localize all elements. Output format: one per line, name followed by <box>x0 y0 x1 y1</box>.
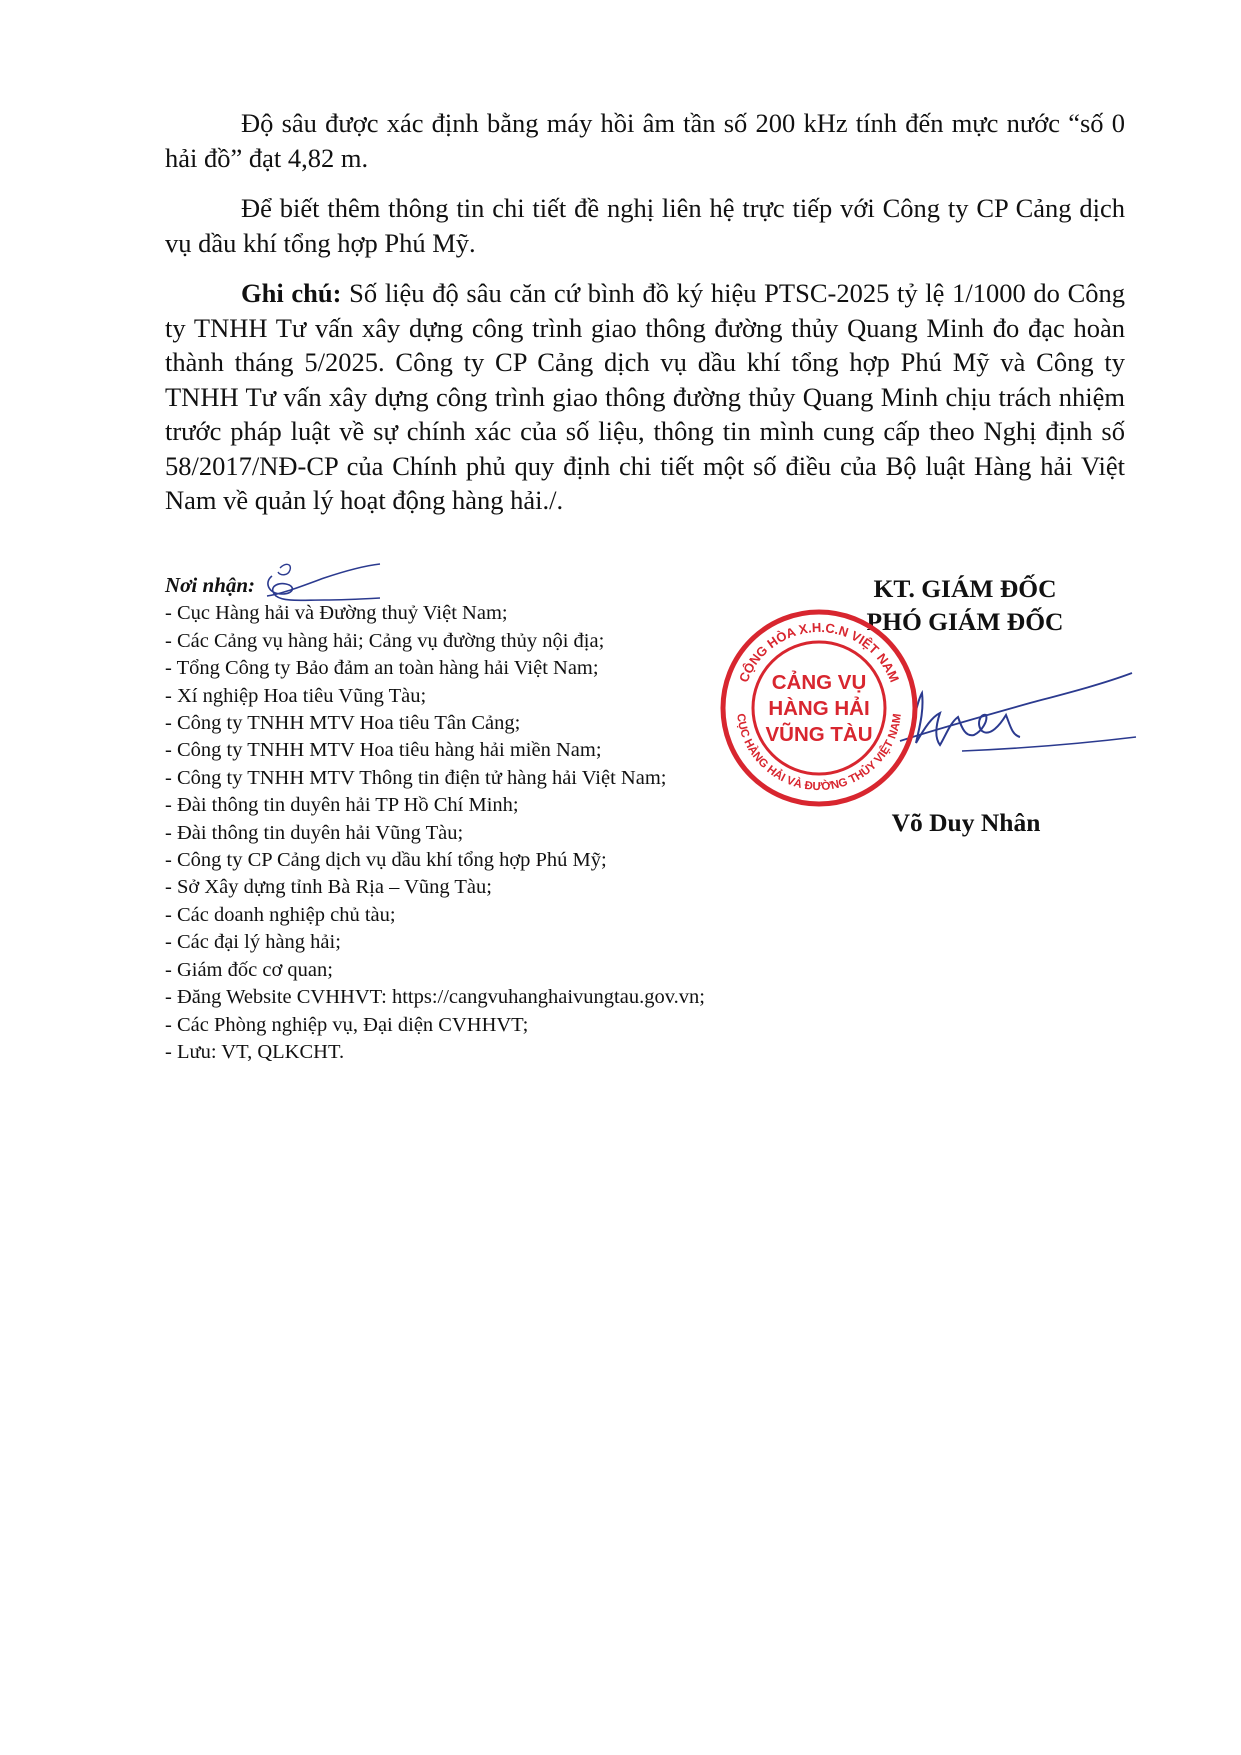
recipient-item: - Các doanh nghiệp chủ tàu; <box>165 903 396 926</box>
recipient-item: - Tổng Công ty Bảo đảm an toàn hàng hải Việt Nam; <box>165 657 599 680</box>
recipients-block <box>165 572 805 1066</box>
seal-center-line1: CẢNG VỤ <box>771 671 867 694</box>
signature-title-line2: PHÓ GIÁM ĐỐC <box>866 607 1064 636</box>
recipient-item: - Công ty TNHH MTV Hoa tiêu Tân Cảng; <box>165 712 521 735</box>
seal-ring-top-text: CỘNG HÒA X.H.C.N VIỆT NAM <box>735 619 903 685</box>
note-text: Số liệu độ sâu căn cứ bình đồ ký hiệu PTSC-2025 tỷ lệ 1/1000 do Công ty TNHH Tư vấn xây dựng công trình giao thông đường thủy Quang Minh đo đạc hoàn thành tháng 5/2025. Công ty CP Cảng dịch vụ dầu khí tổng hợp Phú Mỹ và Công ty TNHH Tư vấn xây dựng công trình giao thông đường thủy Quang Minh chịu trách nhiệm trước pháp luật về sự chính xác của số liệu, thông tin mình cung cấp theo Nghị định số 58/2017/NĐ-CP của Chính phủ quy định chi tiết một số điều của Bộ luật Hàng hải Việt Nam về quản lý hoạt động hàng hải./. <box>165 278 1126 515</box>
contact-paragraph: Để biết thêm thông tin chi tiết đề nghị liên hệ trực tiếp với Công ty CP Cảng dịch vụ dầu khí tổng hợp Phú Mỹ. <box>165 193 1125 258</box>
recipient-item: - Công ty TNHH MTV Thông tin điện tử hàng hải Việt Nam; <box>165 766 667 789</box>
recipient-item: - Các Phòng nghiệp vụ, Đại diện CVHHVT; <box>165 1013 529 1036</box>
signature-title-line1: KT. GIÁM ĐỐC <box>873 574 1057 603</box>
initial-signature-mark <box>262 556 382 606</box>
seal-center-line3: VŨNG TÀU <box>765 723 873 746</box>
recipient-item: - Xí nghiệp Hoa tiêu Vũng Tàu; <box>165 684 427 707</box>
seal-ring-bottom-text: CỤC HÀNG HẢI VÀ ĐƯỜNG THỦY VIỆT NAM <box>734 712 904 794</box>
recipient-item: - Đăng Website CVHHVT: https://cangvuhanghaivungtau.gov.vn; <box>165 986 705 1009</box>
recipient-item: - Lưu: VT, QLKCHT. <box>165 1040 345 1063</box>
recipients-list <box>165 600 805 1066</box>
seal-center-line2: HÀNG HẢI <box>768 697 870 720</box>
recipient-item: - Sở Xây dựng tỉnh Bà Rịa – Vũng Tàu; <box>165 876 492 899</box>
depth-paragraph: Độ sâu được xác định bằng máy hồi âm tần số 200 kHz tính đến mực nước “số 0 hải đồ” đạt 4,82 m. <box>165 108 1125 173</box>
recipient-item: - Các Cảng vụ hàng hải; Cảng vụ đường thủy nội địa; <box>165 629 605 652</box>
recipient-item: - Các đại lý hàng hải; <box>165 931 341 954</box>
recipient-item: - Giám đốc cơ quan; <box>165 958 333 981</box>
recipient-item: - Công ty CP Cảng dịch vụ dầu khí tổng hợp Phú Mỹ; <box>165 849 607 872</box>
recipient-item: - Công ty TNHH MTV Hoa tiêu hàng hải miền Nam; <box>165 739 602 762</box>
recipients-heading: Nơi nhận: <box>165 573 256 597</box>
note-paragraph <box>165 276 1125 518</box>
recipient-item: - Cục Hàng hải và Đường thuỷ Việt Nam; <box>165 602 508 625</box>
recipient-item: - Đài thông tin duyên hải TP Hồ Chí Minh; <box>165 794 519 817</box>
official-seal <box>719 608 919 808</box>
signer-name: Võ Duy Nhân <box>891 808 1041 837</box>
note-label: Ghi chú: <box>241 278 342 308</box>
recipient-item: - Đài thông tin duyên hải Vũng Tàu; <box>165 821 464 844</box>
document-body <box>165 106 1125 518</box>
